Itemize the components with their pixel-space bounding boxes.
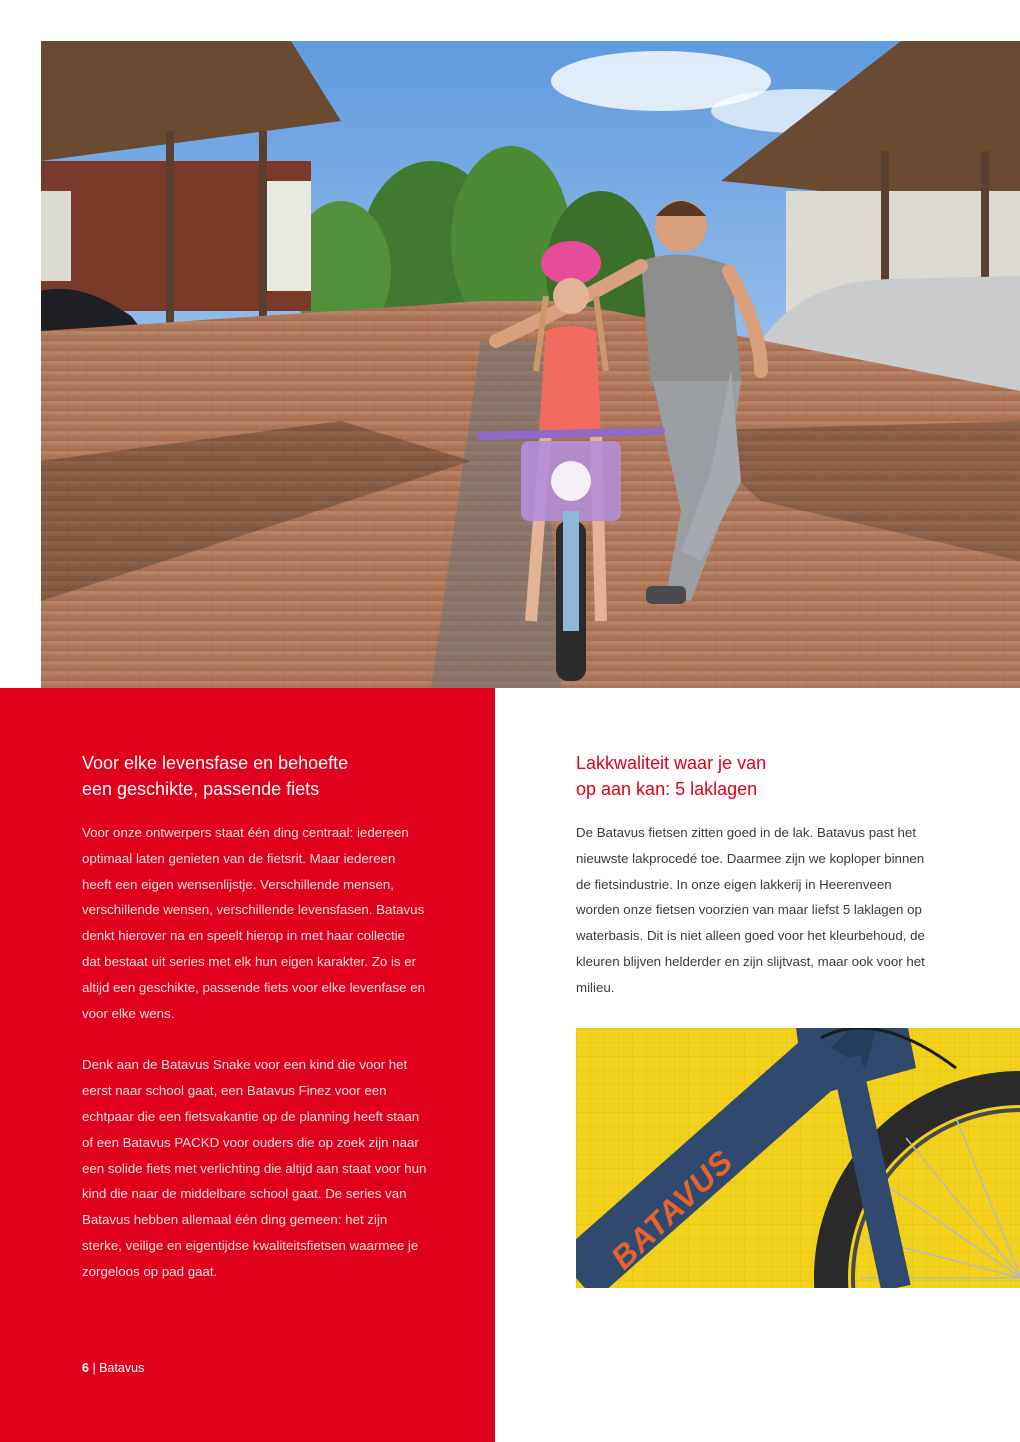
title-line: Voor elke levensfase en behoefte	[82, 753, 349, 773]
family-bike-photo-illustration	[41, 41, 1020, 688]
title-line: op aan kan: 5 laklagen	[576, 779, 758, 799]
title-line: een geschikte, passende fiets	[82, 779, 320, 799]
hero-photo	[41, 41, 1020, 688]
lakkwaliteit-body: De Batavus fietsen zitten goed in de lak. Batavus past het nieuwste lakprocedé toe. Daarmee zijn we koploper binnen de fietsindustrie. In onze eigen lakkerij in Heerenveen worden onze fietsen voorzien van maar liefst 5 laklagen op waterbasis. Dit is niet alleen goed voor het kleurbehoud, de kleuren blijven helderder en zijn slijtvast, maar ook voor het milieu.	[576, 825, 925, 995]
levensfase-body	[82, 820, 427, 1285]
page-number: 6	[82, 1361, 89, 1375]
paragraph: Denk aan de Batavus Snake voor een kind die voor het eerst naar school gaat, een Batavus Finez voor een echtpaar die een fietsvakantie op de planning heeft staan of een Batavus PACKD voor ouders die op zoek zijn naar een solide fiets met verlichting die altijd aan staat voor hun kind die naar de middelbare school gaat. De series van Batavus hebben allemaal één ding gemeen: het zijn sterke, veilige en eigentijdse kwaliteitsfietsen waarmee je zorgeloos op pad gaat.	[82, 1057, 427, 1279]
page-footer	[82, 1361, 144, 1375]
section-title-lakkwaliteit	[576, 750, 936, 802]
title-line: Lakkwaliteit waar je van	[576, 753, 767, 773]
footer-separator: |	[92, 1361, 96, 1375]
bike-frame-photo	[576, 1028, 1020, 1288]
section-title-levensfase	[82, 750, 442, 802]
batavus-logo-text: BATAVUS	[603, 1142, 741, 1277]
footer-brand: Batavus	[99, 1361, 145, 1375]
bike-frame-illustration	[576, 1028, 1020, 1288]
paragraph: Voor onze ontwerpers staat één ding centraal: iedereen optimaal laten genieten van de fietsrit. Maar iedereen heeft een eigen wensenlijstje. Verschillende mensen, verschillende wensen, verschillende levensfasen. Batavus denkt hierover na en speelt hierop in met haar collectie dat bestaat uit series met elk hun eigen karakter. Zo is er altijd een geschikte, passende fiets voor elke levenfase en voor elke wens.	[82, 825, 425, 1021]
